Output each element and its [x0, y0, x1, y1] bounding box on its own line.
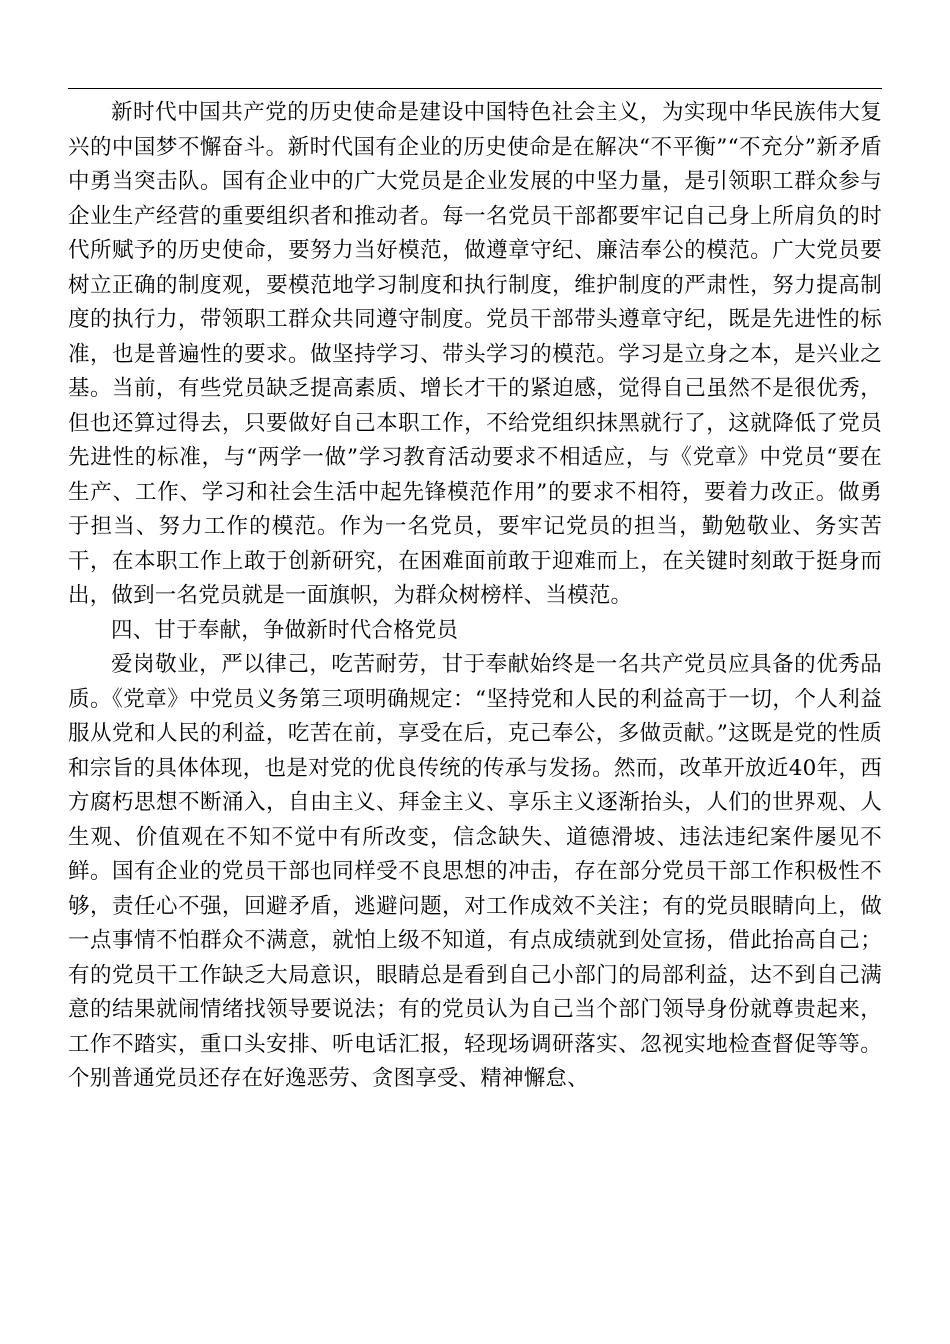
- document-body: [68, 96, 882, 1097]
- header-rule: [68, 88, 882, 89]
- body-paragraph: 新时代中国共产党的历史使命是建设中国特色社会主义，为实现中华民族伟大复兴的中国梦不懈奋斗。新时代国有企业的历史使命是在解决“不平衡”“不充分”新矛盾中勇当突击队。国有企业中的广大党员是企业发展的中坚力量，是引领职工群众参与企业生产经营的重要组织者和推动者。每一名党员干部都要牢记自己身上所肩负的时代所赋予的历史使命，要努力当好模范，做遵章守纪、廉洁奉公的模范。广大党员要树立正确的制度观，要模范地学习制度和执行制度，维护制度的严肃性，努力提高制度的执行力，带领职工群众共同遵守制度。党员干部带头遵章守纪，既是先进性的标准，也是普遍性的要求。做坚持学习、带头学习的模范。学习是立身之本，是兴业之基。当前，有些党员缺乏提高素质、增长才干的紧迫感，觉得自己虽然不是很优秀，但也还算过得去，只要做好自己本职工作，不给党组织抹黑就行了，这就降低了党员先进性的标准，与“两学一做”学习教育活动要求不相适应，与《党章》中党员“要在生产、工作、学习和社会生活中起先锋模范作用”的要求不相符，要着力改正。做勇于担当、努力工作的模范。作为一名党员，要牢记党员的担当，勤勉敬业、务实苦干，在本职工作上敢于创新研究，在困难面前敢于迎难而上，在关键时刻敢于挺身而出，做到一名党员就是一面旗帜，为群众树榜样、当模范。: [68, 100, 882, 608]
- section-heading: 四、甘于奉献，争做新时代合格党员: [111, 617, 459, 643]
- body-paragraph: 爱岗敬业，严以律己，吃苦耐劳，甘于奉献始终是一名共产党员应具备的优秀品质。《党章》中党员义务第三项明确规定：“坚持党和人民的利益高于一切，个人利益服从党和人民的利益，吃苦在前，享受在后，克己奉公，多做贡献。”这既是党的性质和宗旨的具体体现，也是对党的优良传统的传承与发扬。然而，改革开放近40年，西方腐朽思想不断涌入，自由主义、拜金主义、享乐主义逐渐抬头，人们的世界观、人生观、价值观在不知不觉中有所改变，信念缺失、道德滑坡、违法违纪案件屡见不鲜。国有企业的党员干部也同样受不良思想的冲击，存在部分党员干部工作积极性不够，责任心不强，回避矛盾，逃避问题，对工作成效不关注；有的党员眼睛向上，做一点事情不怕群众不满意，就怕上级不知道，有点成绩就到处宣扬，借此抬高自己；有的党员干工作缺乏大局意识，眼睛总是看到自己小部门的局部利益，达不到自己满意的结果就闹情绪找领导要说法；有的党员认为自己当个部门领导身份就尊贵起来，工作不踏实，重口头安排、听电话汇报，轻现场调研落实、忽视实地检查督促等等。个别普通党员还存在好逸恶劳、贪图享受、精神懈怠、: [68, 652, 882, 1091]
